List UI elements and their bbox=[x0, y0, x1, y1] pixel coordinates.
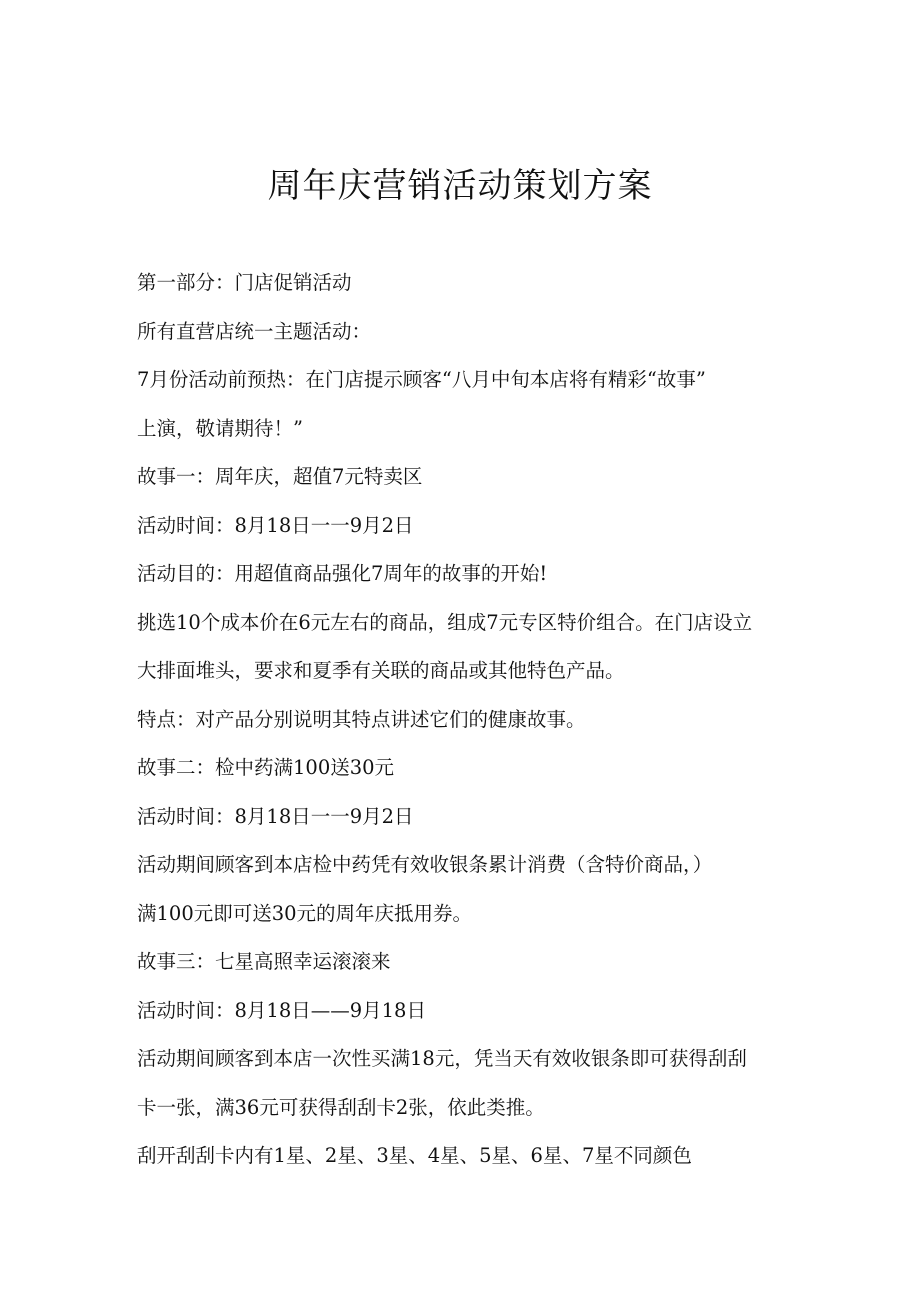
story-three-time: 活动时间：8月18日——9月18日 bbox=[137, 998, 426, 1022]
story-one-purpose: 活动目的：用超值商品强化7周年的故事的开始! bbox=[137, 562, 548, 585]
story-three-heading: 故事三：七星高照幸运滚滚来 bbox=[137, 950, 391, 973]
story-one-time: 活动时间：8月18日一一9月2日 bbox=[137, 513, 414, 537]
paragraph-line: 卡一张，满36元可获得刮刮卡2张，依此类推。 bbox=[137, 1095, 545, 1119]
story-two-heading: 故事二：检中药满100送30元 bbox=[137, 756, 395, 779]
paragraph-line: 活动期间顾客到本店一次性买满18元，凭当天有效收银条即可获得刮刮 bbox=[137, 1047, 747, 1070]
document-body bbox=[137, 259, 787, 1181]
paragraph-line: 上演，敬请期待！” bbox=[137, 416, 303, 440]
paragraph-line: 大排面堆头，要求和夏季有关联的商品或其他特色产品。 bbox=[137, 659, 625, 682]
paragraph-line: 所有直营店统一主题活动： bbox=[137, 319, 372, 343]
story-one-features: 特点：对产品分别说明其特点讲述它们的健康故事。 bbox=[137, 707, 586, 731]
paragraph-line: 满100元即可送30元的周年庆抵用券。 bbox=[137, 901, 473, 925]
paragraph-line: 活动期间顾客到本店检中药凭有效收银条累计消费（含特价商品，） bbox=[137, 853, 713, 876]
paragraph-line: 刮开刮刮卡内有1星、2星、3星、4星、5星、6星、7星不同颜色 bbox=[137, 1144, 692, 1167]
story-one-heading: 故事一：周年庆，超值7元特卖区 bbox=[137, 465, 423, 488]
document-title: 周年庆营销活动策划方案 bbox=[267, 166, 653, 206]
paragraph-line: 7月份活动前预热：在门店提示顾客“八月中旬本店将有精彩“故事” bbox=[137, 368, 706, 391]
story-two-time: 活动时间：8月18日一一9月2日 bbox=[137, 804, 414, 828]
paragraph-line: 挑选10个成本价在6元左右的商品，组成7元专区特价组合。在门店设立 bbox=[137, 610, 753, 634]
section-heading-part-one: 第一部分：门店促销活动 bbox=[137, 271, 352, 294]
